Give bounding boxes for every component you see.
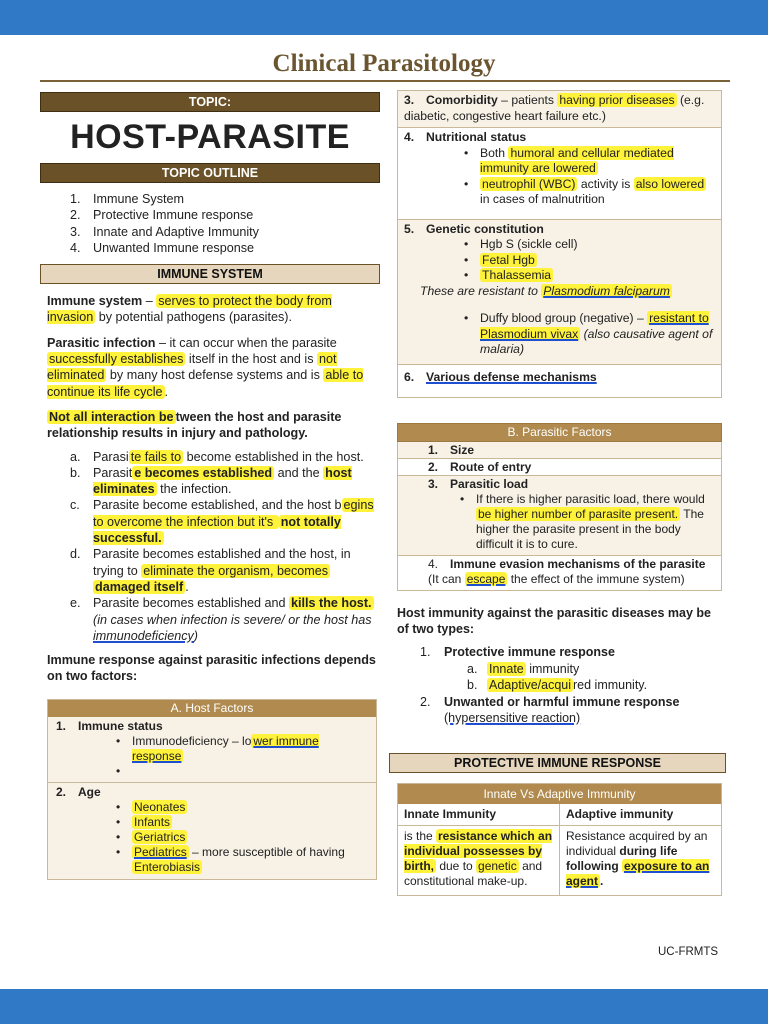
bullet-list: [454, 237, 715, 284]
text: due to: [436, 859, 477, 873]
text: – it can occur when the parasite: [155, 335, 337, 350]
highlight: eliminate the organism, becomes: [143, 563, 329, 578]
highlight: humoral and cellular mediated immunity are lowered: [480, 145, 674, 175]
host-factors-header: A. Host Factors: [48, 700, 376, 717]
parasitic-factors-header: B. Parasitic Factors: [397, 423, 722, 442]
highlight: resistance which an individual possesses by birth,: [404, 829, 553, 873]
immunity-table: [397, 783, 722, 897]
text: Parasit: [93, 465, 133, 480]
item-number: 1.: [56, 718, 67, 733]
highlight: be higher number of parasite present.: [478, 507, 679, 521]
list-item: [404, 130, 715, 146]
list-item: [106, 815, 370, 830]
text: itself in the host and is: [185, 352, 318, 367]
outline-list: [40, 191, 380, 256]
text: (e.g. diabetic, congestive heart failure etc.): [404, 93, 705, 123]
highlight: Not all interaction be: [49, 409, 174, 424]
text: –: [142, 294, 157, 309]
resistant-note: [420, 284, 715, 300]
list-item: [40, 497, 380, 546]
text: Age: [78, 784, 101, 799]
text: Parasite become established, and the host b: [93, 498, 342, 513]
text: Geriatrics: [134, 829, 186, 844]
highlight: Thalassemia: [482, 268, 552, 282]
highlight: serves to protect the body from invasion: [47, 294, 332, 325]
text: Neonates: [134, 799, 186, 814]
text: become established in the host.: [183, 449, 364, 464]
item-number: 4.: [404, 130, 415, 144]
highlight: escape: [466, 572, 506, 586]
list-item: [467, 661, 722, 678]
list-item: [454, 146, 715, 177]
item-text: Protective Immune response: [93, 208, 254, 223]
text: Parasite becomes established and the host, in trying to: [93, 547, 351, 578]
footer-code: UC-FRMTS: [658, 946, 719, 958]
topic-outline-label: TOPIC OUTLINE: [40, 163, 380, 183]
list-item: [106, 845, 370, 875]
item-letter: e.: [70, 596, 81, 611]
text: (in cases when infection is severe/ or the host has: [93, 612, 372, 627]
text: Both: [480, 145, 509, 160]
table-row: [398, 826, 721, 896]
item-text: Immune System: [93, 192, 184, 206]
text: Immune status: [78, 718, 163, 733]
highlight: damaged itself: [95, 579, 184, 594]
item-number: 4.: [70, 240, 81, 255]
protective-response-header: PROTECTIVE IMMUNE RESPONSE: [389, 753, 726, 773]
highlight: wer immune response: [132, 733, 319, 763]
item-number: 2.: [420, 694, 431, 709]
nutrition-box: [397, 128, 722, 220]
text: Protective immune response: [444, 645, 615, 659]
immune-system-paragraph: [47, 293, 380, 326]
item-number: 5.: [404, 221, 415, 236]
highlight: egins to overcome the infection but it's: [93, 498, 374, 529]
text: the effect of the immune system): [507, 572, 685, 586]
highlight: having prior diseases: [559, 93, 675, 107]
left-column: [40, 92, 380, 880]
text: If there is higher parasitic load, there would: [476, 492, 705, 506]
list-item: [40, 595, 380, 644]
text: (also causative agent of malaria): [480, 326, 713, 356]
bullet-list: [106, 800, 370, 875]
text: Infants: [134, 814, 171, 829]
highlight: genetic: [478, 859, 517, 873]
text: Route of entry: [450, 460, 532, 474]
column-header-innate: Innate Immunity: [398, 804, 560, 826]
highlight: not totally successful.: [93, 514, 341, 546]
highlight: neutrophil (WBC): [482, 176, 576, 191]
top-band: [0, 0, 768, 35]
highlight: able to continue its life cycle: [47, 368, 364, 399]
topic-label: TOPIC:: [40, 92, 380, 112]
list-item: [454, 237, 715, 253]
outline-item: [40, 240, 380, 256]
item-number: 6.: [404, 369, 415, 384]
host-factors-box: [47, 699, 377, 880]
divider: [48, 782, 376, 783]
right-column: [397, 90, 722, 896]
text: by many host defense systems and is: [106, 368, 324, 383]
term-immune-system: Immune system: [47, 294, 143, 309]
text: Unwanted or harmful immune response: [444, 694, 680, 709]
parasitic-factors-box: [397, 442, 722, 591]
text: The higher the parasite present in the body difficult it is to cure.: [476, 507, 704, 551]
text: .: [185, 579, 189, 594]
item-text: Innate and Adaptive Immunity: [93, 224, 259, 239]
text: is the: [404, 829, 437, 843]
text: and the: [274, 465, 324, 480]
text: These are resistant to: [420, 283, 542, 298]
highlight: kills the host.: [291, 596, 372, 611]
text: in cases of malnutrition: [480, 192, 605, 206]
text: Resistance acquired by an individual: [566, 829, 708, 858]
item-number: 3.: [70, 224, 81, 239]
list-item: [40, 546, 380, 595]
text: Size: [450, 443, 475, 457]
text: Duffy blood group (negative) –: [480, 311, 648, 325]
item-number: 2.: [56, 784, 67, 799]
text: during life following: [566, 844, 678, 873]
item-letter: a.: [467, 661, 478, 676]
highlight: te fails to: [130, 449, 182, 464]
highlight: Plasmodium falciparum: [543, 283, 670, 298]
item-number: 1.: [420, 645, 431, 659]
text: Parasitic load: [450, 477, 529, 491]
highlight: Enterobiasis: [134, 859, 201, 874]
list-item: [398, 459, 721, 476]
text: Comorbidity: [426, 93, 498, 107]
comparison-table: [398, 804, 721, 896]
item-letter: c.: [70, 498, 80, 513]
defense-box: [397, 365, 722, 399]
text: Immunodeficiency – lo: [132, 733, 252, 748]
list-item: [40, 449, 380, 465]
item-number: 3.: [404, 93, 415, 107]
list-item: [454, 268, 715, 284]
item-number: 2.: [428, 460, 439, 474]
item-number: 1.: [428, 443, 439, 457]
item-letter: b.: [70, 465, 81, 480]
text: Parasi: [93, 449, 129, 464]
host-immunity-intro: Host immunity against the parasitic diseases may be of two types:: [397, 606, 712, 636]
outline-item: [40, 191, 380, 207]
outline-item: [40, 207, 380, 223]
list-item: [454, 177, 715, 208]
page-title: Clinical Parasitology: [272, 50, 496, 77]
title-rule: [40, 80, 730, 82]
text: immunodeficiency: [93, 628, 194, 643]
item-letter: d.: [70, 547, 81, 562]
table-cell-adaptive: [560, 826, 722, 896]
text: .: [164, 384, 168, 399]
host-factors-body: [48, 717, 376, 879]
item-number: 1.: [70, 192, 81, 206]
list-item: [106, 764, 370, 779]
list-item: [106, 830, 370, 845]
spacer: [404, 208, 715, 216]
text: (hypersensitive reaction): [444, 711, 581, 725]
list-item: [398, 556, 721, 590]
text: .: [600, 874, 604, 888]
highlight: Adaptive/acqui: [489, 678, 572, 692]
list-item: [454, 311, 715, 358]
highlight: also lowered: [635, 176, 705, 191]
highlight: host eliminates: [93, 465, 352, 497]
list-item: [106, 734, 370, 764]
immunity-types: [420, 644, 722, 727]
table-caption: Innate Vs Adaptive Immunity: [398, 784, 721, 804]
highlight: exposure to an agent: [566, 859, 710, 888]
item-text: Unwanted Immune response: [93, 240, 255, 255]
text: and constitutional make-up.: [404, 859, 543, 888]
list-item: [444, 710, 722, 727]
list-item: [56, 785, 370, 800]
comorbidity-box: [397, 90, 722, 128]
item-letter: a.: [70, 449, 81, 464]
list-item: [454, 253, 715, 269]
spacer: [404, 299, 715, 311]
table-header-row: [398, 804, 721, 826]
text: Hgb S (sickle cell): [480, 237, 578, 251]
item-number: 2.: [70, 208, 81, 223]
text: Genetic constitution: [426, 221, 544, 236]
immune-system-header: IMMUNE SYSTEM: [40, 264, 380, 284]
bullet-list: [454, 311, 715, 358]
text: – more susceptible of having: [188, 844, 345, 859]
table-cell-innate: [398, 826, 560, 896]
text: by potential pathogens (parasites).: [95, 310, 292, 325]
text: tween the host and parasite relationship results in injury and pathology.: [47, 409, 342, 441]
text: Various defense mechanisms: [426, 369, 597, 384]
outline-item: [40, 224, 380, 240]
highlight: Fetal Hgb: [482, 252, 535, 267]
text: – patients: [497, 93, 558, 107]
text: red immunity.: [573, 678, 648, 692]
parasitic-infection-paragraph: [47, 335, 380, 400]
list-item: [467, 677, 722, 694]
highlight: Pediatrics: [134, 844, 187, 859]
outcome-list: [40, 449, 380, 645]
text: Immune evasion mechanisms of the parasite: [450, 557, 706, 571]
list-item: [420, 694, 722, 711]
list-item: [404, 222, 715, 238]
text: activity is: [577, 176, 634, 191]
list-item: [450, 492, 715, 552]
genetic-box: [397, 220, 722, 365]
list-item: [56, 719, 370, 734]
text: Nutritional status: [426, 130, 527, 144]
highlight: e becomes established: [134, 465, 273, 480]
list-item: [398, 476, 721, 556]
topic-title: HOST-PARASITE: [70, 118, 350, 156]
text: (It can: [428, 572, 465, 586]
term-parasitic-infection: Parasitic infection: [47, 335, 156, 350]
highlight: not eliminated: [47, 352, 337, 383]
bullet-list: [450, 492, 715, 552]
highlight: resistant to Plasmodium vivax: [480, 311, 709, 341]
item-number: 3.: [428, 477, 439, 491]
text: immunity: [525, 661, 580, 676]
item-number: 4.: [428, 557, 439, 571]
factors-intro: Immune response against parasitic infections depends on two factors:: [47, 653, 376, 684]
bottom-band: [0, 989, 768, 1024]
list-item: [420, 644, 722, 661]
text: ): [193, 628, 198, 643]
bullet-list: [454, 146, 715, 208]
list-item: [398, 442, 721, 459]
list-item: [106, 800, 370, 815]
column-header-adaptive: Adaptive immunity: [560, 804, 722, 826]
item-letter: b.: [467, 678, 478, 692]
interaction-paragraph: [47, 409, 380, 442]
highlight: successfully establishes: [49, 352, 184, 367]
text: Parasite becomes established and: [93, 596, 290, 611]
highlight: Innate: [489, 661, 524, 676]
text: the infection.: [156, 482, 232, 497]
bullet-list: [106, 734, 370, 779]
list-item: [40, 465, 380, 498]
